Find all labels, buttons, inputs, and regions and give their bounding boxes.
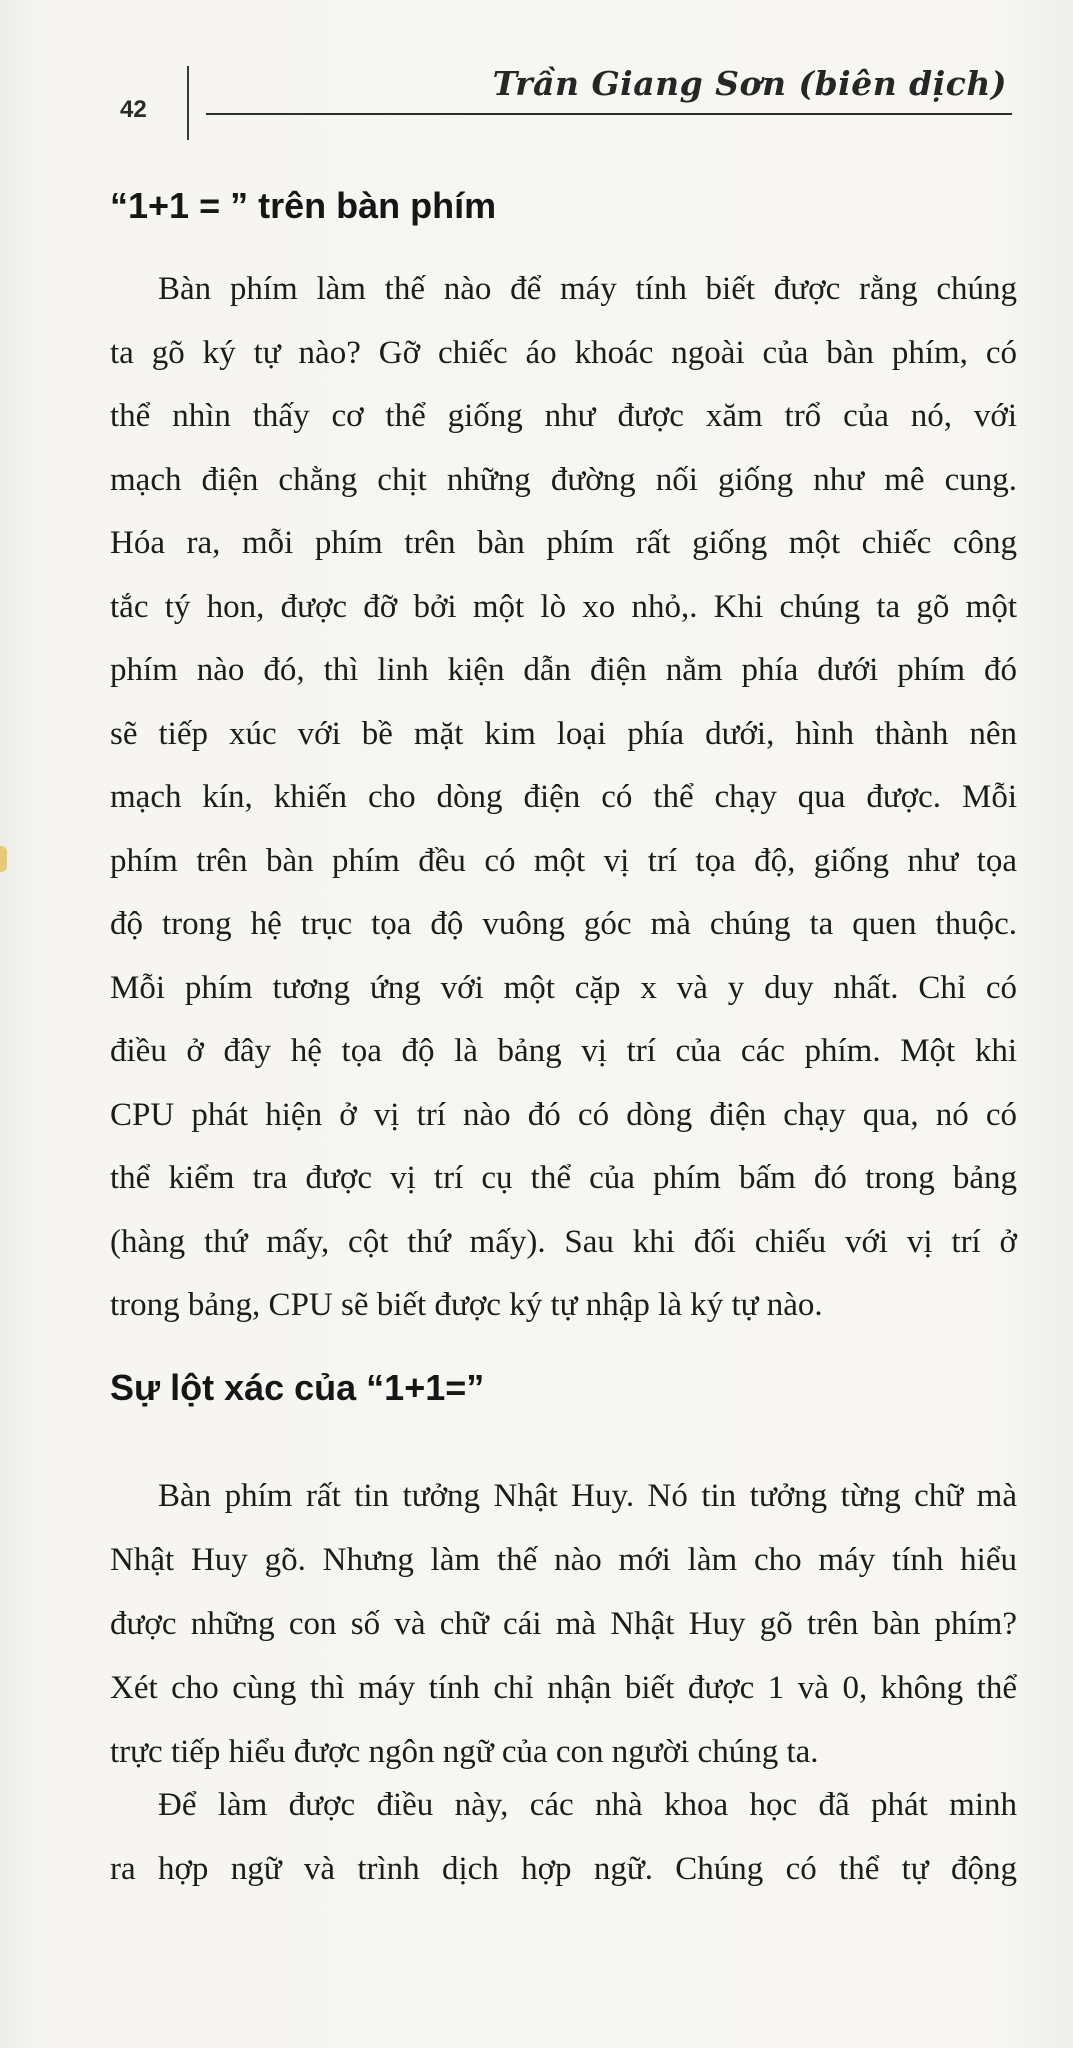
text-line: Hóa ra, mỗi phím trên bàn phím rất giống một chiếc công: [110, 525, 1017, 561]
section2-paragraph-2: [110, 1773, 1017, 1901]
page-edge-mark: [0, 846, 7, 872]
text-line: độ trong hệ trục tọa độ vuông góc mà chúng ta quen thuộc.: [110, 906, 1017, 942]
text-line: Nhật Huy gõ. Nhưng làm thế nào mới làm cho máy tính hiểu: [110, 1542, 1017, 1578]
text-line: Bàn phím làm thế nào để máy tính biết được rằng chúng: [158, 271, 1017, 307]
text-line: được những con số và chữ cái mà Nhật Huy gõ trên bàn phím?: [110, 1606, 1017, 1642]
text-line: Bàn phím rất tin tưởng Nhật Huy. Nó tin tưởng từng chữ mà: [158, 1478, 1017, 1514]
section1-paragraph: [110, 258, 1017, 1338]
text-line: trong bảng, CPU sẽ biết được ký tự nhập là ký tự nào.: [110, 1287, 823, 1323]
header-horizontal-rule: [206, 113, 1012, 115]
text-line: điều ở đây hệ tọa độ là bảng vị trí của các phím. Một khi: [110, 1033, 1017, 1069]
text-line: Mỗi phím tương ứng với một cặp x và y duy nhất. Chỉ có: [110, 969, 1017, 1006]
text-line: ta gõ ký tự nào? Gỡ chiếc áo khoác ngoài của bàn phím, có: [110, 334, 1017, 371]
header-vertical-rule: [187, 66, 189, 140]
text-line: phím trên bàn phím đều có một vị trí tọa độ, giống như tọa: [110, 842, 1017, 879]
section2-paragraph-1: [110, 1464, 1017, 1784]
section-heading-keyboard: “1+1 = ” trên bàn phím: [110, 185, 497, 226]
page-number: 42: [120, 96, 147, 123]
text-line: mạch điện chằng chịt những đường nối giống như mê cung.: [110, 461, 1017, 498]
text-line: phím nào đó, thì linh kiện dẫn điện nằm phía dưới phím đó: [110, 652, 1017, 688]
text-line: mạch kín, khiến cho dòng điện có thể chạy qua được. Mỗi: [110, 779, 1017, 815]
text-line: Để làm được điều này, các nhà khoa học đã phát minh: [158, 1787, 1017, 1823]
text-line: sẽ tiếp xúc với bề mặt kim loại phía dưới, hình thành nên: [110, 715, 1017, 752]
text-line: (hàng thứ mấy, cột thứ mấy). Sau khi đối chiếu với vị trí ở: [110, 1223, 1017, 1260]
running-head: Trần Giang Sơn (biên dịch): [492, 64, 1007, 103]
text-line: ra hợp ngữ và trình dịch hợp ngữ. Chúng có thể tự động: [110, 1851, 1017, 1887]
text-line: thể kiểm tra được vị trí cụ thể của phím bấm đó trong bảng: [110, 1160, 1017, 1196]
text-line: trực tiếp hiểu được ngôn ngữ của con người chúng ta.: [110, 1734, 819, 1770]
text-line: Xét cho cùng thì máy tính chỉ nhận biết được 1 và 0, không thể: [110, 1670, 1017, 1706]
text-line: tắc tý hon, được đỡ bởi một lò xo nhỏ,. Khi chúng ta gõ một: [110, 588, 1017, 625]
section-heading-transformation: Sự lột xác của “1+1=”: [110, 1367, 485, 1408]
text-line: CPU phát hiện ở vị trí nào đó có dòng điện chạy qua, nó có: [110, 1096, 1017, 1133]
text-line: thể nhìn thấy cơ thể giống như được xăm trổ của nó, với: [110, 398, 1017, 434]
